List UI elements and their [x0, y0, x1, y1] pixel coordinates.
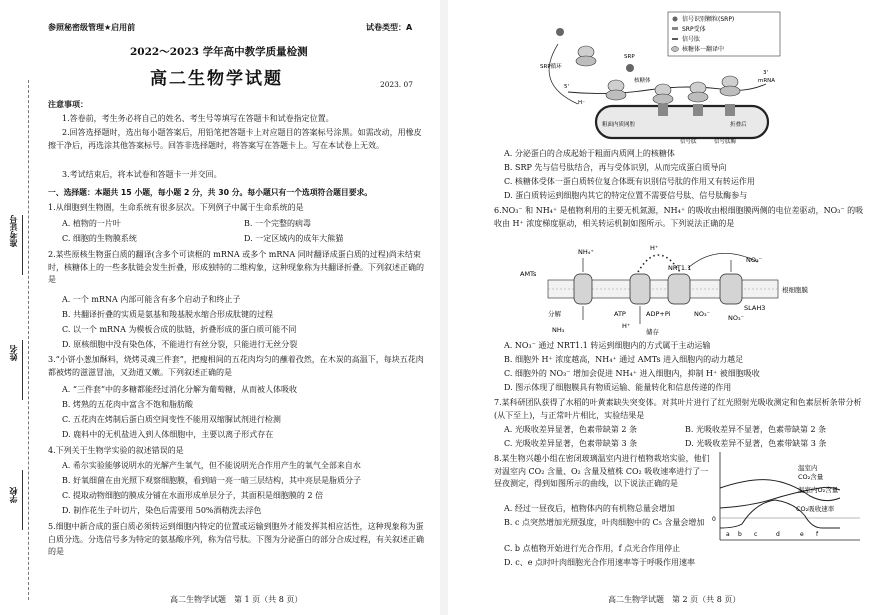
translocon-2: [693, 104, 703, 116]
srp-cycle-arc: [549, 44, 578, 104]
legend-label-receptor: SRP受体: [682, 26, 706, 33]
q3-option-b: B. 烤熟的五花肉中富含不饱和脂肪酸: [62, 400, 193, 409]
label-3-prime: 3': [763, 70, 769, 76]
srp-particle-1: [556, 28, 564, 36]
subject-title: 高二生物学试题: [150, 69, 283, 89]
label-origin: 0: [712, 516, 716, 523]
label-no3-inside: NO₃⁻: [694, 310, 711, 318]
q8-option-d: D. c、e 点时叶肉细胞光合作用速率等于呼吸作用速率: [504, 558, 695, 567]
point-f: f: [816, 531, 819, 538]
q5-option-a: A. 分泌蛋白的合成起始于粗面内质网上的核糖体: [504, 149, 675, 158]
q2-option-d: D. 原核细胞中没有染色体，不能进行有丝分裂，只能进行无丝分裂: [62, 340, 298, 349]
q4-option-b: B. 好氧细菌在由光照下观察细胞膜，看到暗一亮一暗三层结构，其中亮层是脂质分子: [62, 476, 361, 485]
srp-particle-2: [626, 64, 634, 72]
nrt-transporter: [668, 274, 690, 304]
q1-option-d: D. 一定区域内的成年大熊猫: [244, 234, 344, 243]
q8-option-a: A. 经过一昼夜后，植物体内的有机物总量会增加: [504, 504, 675, 513]
side-label-exam-id: 准考证号: [9, 215, 18, 247]
notice-1: 1.答卷前，考生务必将自己的姓名、考生号等填写在答题卡和试卷指定位置。: [62, 114, 334, 123]
translocon-3: [725, 104, 735, 116]
binding-margin: [6, 80, 29, 600]
q2-stem: 2.某些原核生物蛋白质的翻译(含多个可读框的 mRNA 或多个 mRNA 同时翻译成蛋白质的过程)尚未结束时，核糖体上的一些多肽链会发生折叠，形成独特的二维构象，这种现象称为共翻译折叠。下列叙述正确的是: [48, 250, 424, 284]
page-2-footer: 高二生物学试题 第 2 页（共 8 页）: [608, 595, 741, 604]
label-nh3: NH₃: [552, 326, 565, 334]
q1-option-c: C. 细胞的生物膜系统: [62, 234, 137, 243]
exam-date: 2023. 07: [380, 80, 413, 89]
label-mrna: mRNA: [758, 78, 776, 84]
label-signal-peptide: 信号肽: [680, 139, 697, 144]
q4-option-d: D. 制作花生子叶切片，染色后需要用 50%酒精洗去浮色: [62, 506, 262, 515]
legend-label-ribosome: 核糖体一翻译中: [682, 46, 725, 53]
q7-option-d: D. 光吸收差异不显著，色素带缺第 3 条: [685, 439, 827, 448]
ribosome-2: [606, 80, 626, 100]
notice-3: 3.考试结束后，将本试卷和答题卡一并交回。: [62, 170, 222, 179]
q1-option-a: A. 植物的一片叶: [62, 219, 121, 228]
notice-2: 2.回答选择题时，选出每小题答案后，用铅笔把答题卡上对应题目的答案标号涂黑。如需改动，用橡皮擦干净后，再选涂其他答案标号。回答非选择题时，将答案写在答题卡上。写在本试卷上无效。: [48, 128, 422, 150]
label-slah3: SLAH3: [744, 304, 766, 312]
point-b: b: [738, 531, 742, 538]
label-srp-cycle: SRP循环: [540, 64, 562, 70]
q4-option-a: A. 希尔实验能够说明水的光解产生氧气，但不能说明光合作用产生的氧气全部来自水: [62, 461, 361, 470]
q3-stem: 3.“小饼小葱加酥料，烧烤灵魂三件套”，把瘦相间的五花肉均匀的蘸着孜然，在木炭的高温下，每块五花肉都被烤的滋滋冒油，又劲道又嫩。下列叙述正确的是: [48, 355, 424, 377]
label-decompose: 分解: [548, 310, 561, 318]
exam-page-2: [448, 0, 870, 615]
translocon-1: [658, 104, 668, 116]
q3-option-a: A. “三件套”中的多糖都能经过消化分解为葡萄糖，从而被人体吸收: [62, 385, 298, 394]
point-d: d: [776, 531, 780, 538]
q3-option-c: C. 五花肉在烤制后蛋白质空间变性不能用双缩脲试剂进行检测: [62, 415, 281, 424]
label-o2-content: 温室内O₂含量: [798, 486, 839, 494]
q8-stem: 8.某生物兴趣小组在密闭玻璃温室内进行植物栽培实验，他们对温室内 CO₂ 含量、O₂ 含量及植株 CO₂ 吸收速率进行了一昼夜测定，得到如图所示的曲线，以下说法正确的是: [494, 454, 710, 488]
ribosome-1: [576, 46, 596, 66]
label-ribosome: 核糖体: [634, 78, 651, 84]
label-atp: ATP: [614, 310, 626, 318]
q5-figure-protein-sorting: [538, 4, 788, 144]
point-a: a: [726, 531, 730, 538]
q1-options-row1: [62, 218, 426, 231]
q4-option-c: C. 提取动物细胞的膜成分铺在水面形成单层分子，其面积是细胞膜的 2 倍: [62, 491, 324, 500]
label-srp: SRP: [624, 54, 635, 60]
label-er-lumen: 粗面内质网腔: [602, 122, 636, 128]
q6-option-d: D. 图示体现了细胞膜具有物质运输、能量转化和信息传递的作用: [504, 383, 732, 392]
amts-transporter: [574, 274, 592, 304]
q4-stem: 4.下列关于生物学实验的叙述错误的是: [48, 446, 184, 455]
label-h: H⁻: [578, 100, 586, 106]
q6-option-b: B. 细胞外 H⁺ 浓度越高，NH₄⁺ 通过 AMTs 进入细胞内的动力越足: [504, 355, 744, 364]
q7-option-a: A. 光吸收差异显著，色素带缺第 2 条: [504, 425, 638, 434]
legend-label-signal-peptide: 信号肽: [682, 36, 701, 43]
label-no3-outside: NO₃⁻: [746, 256, 763, 264]
q1-stem: 1.从细胞到生物圈，生命系统有很多层次。下列例子中属于生命系统的是: [48, 203, 304, 212]
q6-stem: 6.NO₃⁻ 和 NH₄⁺ 是植物利用的主要无机氮源，NH₄⁺ 的吸收由根细胞膜两侧的电位差驱动，NO₃⁻ 的吸收由 H⁺ 浓度梯度驱动，相关转运机制如图所示。下列说法正确的是: [494, 206, 864, 228]
q5-option-c: C. 核糖体受体一蛋白质转位复合体既有识别信号肽的作用又有转运作用: [504, 177, 755, 186]
label-nh4-outside: NH₄⁺: [578, 248, 594, 256]
legend-srp-icon: [673, 17, 678, 22]
notice-title: 注意事项：: [48, 100, 88, 109]
q2-option-b: B. 共翻译折叠的实质是氨基和羧基脱水缩合形成肽键的过程: [62, 310, 273, 319]
q5-option-b: B. SRP 先与信号肽结合，再与受体识别，从而完成蛋白质导向: [504, 163, 727, 172]
q7-option-b: B. 光吸收差异不显著，色素带缺第 2 条: [685, 425, 827, 434]
label-amts: AMTs: [520, 270, 537, 278]
atp-pump: [630, 274, 650, 304]
ribosome-5: [720, 76, 740, 96]
side-label-name: 姓名: [9, 345, 18, 361]
q1-options-row2: [62, 233, 426, 246]
label-no3-slah3: NO₃⁻: [728, 314, 745, 322]
paper-type: 试卷类型：A: [366, 23, 413, 32]
label-adp-pi: ADP+Pi: [646, 310, 671, 318]
label-5-prime: 5': [564, 84, 570, 90]
label-nrt: NRT1.1: [668, 264, 692, 272]
q1-option-b: B. 一个完整的病毒: [244, 219, 311, 228]
label-store: 储存: [646, 328, 659, 336]
q7-option-c: C. 光吸收差异显著，色素带缺第 3 条: [504, 439, 638, 448]
q2-option-c: C. 以一个 mRNA 为模板合成的肽链，折叠形成的蛋白质可能不同: [62, 325, 297, 334]
label-greenhouse: 温室内: [798, 464, 818, 472]
section-1-heading: 一、选择题：本题共 15 小题，每小题 2 分，共 30 分。每小题只有一个选项符合题目要求。: [48, 188, 373, 197]
confidential-header: 参照秘密级管理★启用前: [48, 23, 136, 32]
label-co2-content: CO₂含量: [798, 473, 824, 481]
label-signal-peptidase: 信号肽酶: [714, 139, 737, 144]
q6-option-a: A. NO₃⁻ 通过 NRT1.1 转运到细胞内的方式属于主动运输: [504, 341, 711, 350]
slah3-channel: [720, 274, 742, 304]
label-h-outside: H⁺: [650, 244, 659, 252]
q7-stem: 7.某科研团队获得了水稻的叶黄素缺失突变体。对其叶片进行了红光照射光吸收测定和色素层析条带分析(从下至上)，与正常叶片相比，实验结果是: [494, 398, 862, 420]
page-gutter: [440, 0, 448, 615]
q2-option-a: A. 一个 mRNA 内部可能含有多个启动子和终止子: [62, 295, 241, 304]
page-1-footer: 高二生物学试题 第 1 页（共 8 页）: [170, 595, 303, 604]
label-folded: 折叠后: [730, 122, 747, 128]
side-label-school: 学校: [9, 487, 18, 503]
q6-figure-nitrogen-transport: [518, 238, 838, 338]
q5-stem: 5.细胞中新合成的蛋白质必须转运到细胞内特定的位置或运输到胞外才能发挥其相应活性，这种现象称为蛋白质分选。分选信号多为特定的氨基酸序列，称为信号肽。下图为分泌蛋白的部分合成过程，有关叙述正确的是: [48, 522, 424, 556]
label-h-inside: H⁺: [622, 322, 631, 330]
point-e: e: [800, 531, 804, 538]
label-co2-absorption: CO₂吸收速率: [796, 505, 835, 513]
legend-label-srp: 信号识别颗粒(SRP): [682, 16, 735, 23]
q7-options-row1: [504, 424, 866, 437]
ribosome-3: [653, 84, 673, 104]
legend-receptor-icon: [672, 27, 678, 30]
label-root-membrane: 根细胞膜: [782, 286, 808, 294]
ribosome-4: [688, 82, 708, 102]
q8-option-b: B. c 点突然增加光照强度，叶肉细胞中的 C₅ 含量会增加: [504, 518, 705, 527]
legend-ribosome-icon: [672, 47, 679, 52]
q5-option-d: D. 蛋白质转运到细胞内其它的特定位置不需要信号肽、信号肽酶参与: [504, 191, 748, 200]
point-c: c: [754, 531, 758, 538]
exam-title: 2022～2023 学年高中教学质量检测: [130, 46, 308, 58]
q8-figure-greenhouse-graph: [710, 448, 868, 548]
q8-option-c: C. b 点植物开始进行光合作用，f 点光合作用停止: [504, 544, 681, 553]
q6-option-c: C. 细胞外的 NO₃⁻ 增加会促进 NH₄⁺ 进入细胞内，抑制 H⁺ 被细胞吸收: [504, 369, 760, 378]
q3-option-d: D. 鹿料中的无机盐进入到人体细胞中，主要以离子形式存在: [62, 430, 274, 439]
